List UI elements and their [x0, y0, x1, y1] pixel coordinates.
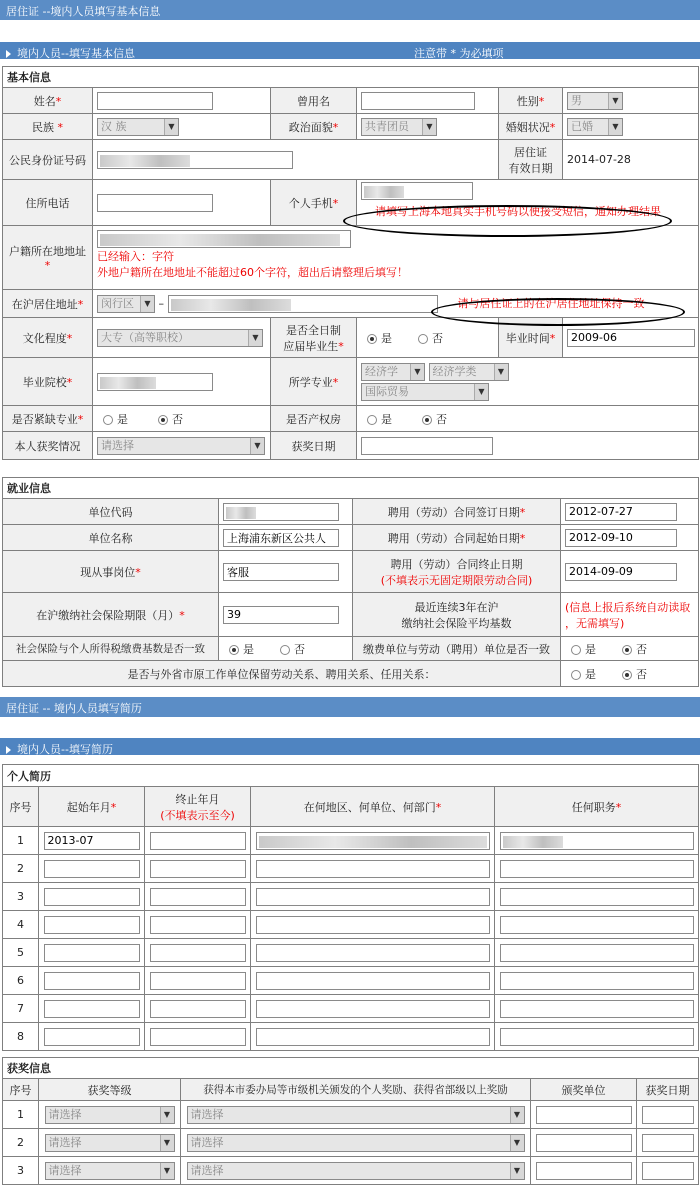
relation-yes-radio[interactable] — [571, 670, 581, 680]
tax-match-label: 社会保险与个人所得税缴费基数是否一致 — [3, 637, 219, 661]
table-row: 3 请选择 ▼ 请选择 ▼ — [3, 1157, 699, 1185]
where-input[interactable] — [256, 832, 490, 850]
end-input[interactable] — [150, 888, 246, 906]
table-row: 8 — [3, 1023, 699, 1051]
col-role: 任何职务* — [495, 787, 699, 827]
mobile-hint: 请填写上海本地真实手机号码以便接受短信，通知办理结果 — [375, 205, 661, 218]
resume-table-title: 个人简历 — [3, 765, 699, 787]
table-row: 2 — [3, 855, 699, 883]
school-label: 毕业院校* — [3, 358, 93, 406]
col-where: 在何地区、何单位、何部门* — [251, 787, 495, 827]
chevron-down-icon: ▼ — [410, 364, 424, 380]
sh-addr-label: 在沪居住地址* — [3, 290, 93, 318]
unit-match-label: 缴费单位与劳动（聘用）单位是否一致 — [353, 637, 561, 661]
edu-label: 文化程度* — [3, 318, 93, 358]
award-level-select[interactable]: 请选择 ▼ — [45, 1162, 175, 1180]
start-input[interactable] — [44, 1028, 140, 1046]
grad-time-label: 毕业时间* — [499, 318, 563, 358]
award-date-input[interactable] — [642, 1134, 694, 1152]
award-select[interactable]: 请选择 ▼ — [97, 437, 265, 455]
edu-select[interactable]: 大专（高等职校） ▼ — [97, 329, 263, 347]
award-unit-input[interactable] — [536, 1106, 632, 1124]
gender-label: 性别* — [499, 88, 563, 114]
property-no-radio[interactable] — [422, 415, 432, 425]
section-title: 境内人员--填写基本信息 — [17, 47, 135, 60]
award-desc-select[interactable]: 请选择 ▼ — [187, 1162, 525, 1180]
chevron-down-icon: ▼ — [160, 1135, 174, 1151]
where-input[interactable] — [256, 888, 490, 906]
property-label: 是否产权房 — [271, 406, 357, 432]
start-input[interactable] — [44, 916, 140, 934]
end-input[interactable] — [150, 860, 246, 878]
start-input[interactable] — [44, 832, 140, 850]
phone-input[interactable] — [97, 194, 213, 212]
award-col-level: 获奖等级 — [39, 1079, 181, 1101]
award-col-date: 获奖日期 — [637, 1079, 699, 1101]
sh-addr-hint: 请与居住证上的在沪居住地址保持一致 — [457, 296, 645, 310]
award-desc-select[interactable]: 请选择 ▼ — [187, 1106, 525, 1124]
phone-label: 住所电话 — [3, 180, 93, 226]
position-label: 现从事岗位* — [3, 551, 219, 593]
award-desc-select[interactable]: 请选择 ▼ — [187, 1134, 525, 1152]
insurance-label: 在沪缴纳社会保险期限（月）* — [3, 593, 219, 637]
chevron-down-icon: ▼ — [510, 1135, 524, 1151]
required-note: 注意带 * 为必填项 — [414, 47, 504, 60]
major-select-2[interactable]: 经济学类 ▼ — [429, 363, 509, 381]
school-input[interactable] — [97, 373, 213, 391]
award-level-select[interactable]: 请选择 ▼ — [45, 1134, 175, 1152]
role-input[interactable] — [500, 860, 694, 878]
mobile-input[interactable] — [361, 182, 473, 200]
permit-label: 居住证 有效日期 — [499, 140, 563, 180]
table-row: 7 — [3, 995, 699, 1023]
chevron-down-icon: ▼ — [250, 438, 264, 454]
award-col-unit: 颁奖单位 — [531, 1079, 637, 1101]
role-input[interactable] — [500, 888, 694, 906]
role-input[interactable] — [500, 832, 694, 850]
chevron-down-icon: ▼ — [160, 1107, 174, 1123]
awards-table — [2, 1057, 699, 1185]
property-yes-radio[interactable] — [367, 415, 377, 425]
where-input[interactable] — [256, 972, 490, 990]
award-label: 本人获奖情况 — [3, 432, 93, 460]
job-info-table: 就业信息 单位代码 聘用（劳动）合同签订日期* 2012-07-27 单位名称 上海浦东新区公共人 聘用（劳动）合同起始日期* 2012-09-10 现从事岗位* 客服 聘用（劳动）合同终止日期 (不填表示无固定期限劳动合同) 2014-09-09 在沪缴纳社会保险期限（月）* 39 最近连续3年在沪 缴纳社会保险平均基数 (信息上报后系统自动读取 ，无需填写) 社会保险与个人所得税缴费基数是否一致 是 否 缴费单位与劳动（聘用）单位是否一致 是 否 是否与外省市原工作单位保留劳动关系、聘用关系、任用关系： 是 否 — [2, 477, 699, 687]
relation-label: 是否与外省市原工作单位保留劳动关系、聘用关系、任用关系： — [3, 661, 561, 687]
fulltime-label: 是否全日制 应届毕业生* — [271, 318, 357, 358]
award-col-no: 序号 — [3, 1079, 39, 1101]
award-date-label: 获奖日期 — [271, 432, 357, 460]
award-date-input[interactable] — [642, 1162, 694, 1180]
start-input[interactable] — [44, 944, 140, 962]
role-input[interactable] — [500, 1000, 694, 1018]
basic-section-title: 基本信息 — [3, 67, 699, 88]
table-row: 1 2013-07 — [3, 827, 699, 855]
triangle-icon — [6, 50, 11, 58]
hukou-label: 户籍所在地地址* — [3, 226, 93, 290]
chevron-down-icon: ▼ — [248, 330, 262, 346]
addr-hint-oval — [431, 298, 685, 326]
chevron-down-icon: ▼ — [140, 296, 154, 312]
col-end: 终止年月 (不填表示至今) — [145, 787, 251, 827]
position-input[interactable] — [223, 563, 339, 581]
political-label: 政治面貌* — [271, 114, 357, 140]
table-row: 5 — [3, 939, 699, 967]
unit-name-input[interactable] — [223, 529, 339, 547]
where-input[interactable] — [256, 944, 490, 962]
ethnic-select[interactable]: 汉 族 ▼ — [97, 118, 179, 136]
end-input[interactable] — [150, 1028, 246, 1046]
contract-sign-label: 聘用（劳动）合同签订日期* — [353, 499, 561, 525]
alias-label: 曾用名 — [271, 88, 357, 114]
major-select-3[interactable]: 国际贸易 ▼ — [361, 383, 489, 401]
chevron-down-icon: ▼ — [510, 1107, 524, 1123]
major-label: 所学专业* — [271, 358, 357, 406]
award-unit-input[interactable] — [536, 1162, 632, 1180]
fulltime-yes-radio[interactable] — [367, 334, 377, 344]
id-input[interactable] — [97, 151, 293, 169]
alias-input[interactable] — [361, 92, 475, 110]
table-row: 2 请选择 ▼ 请选择 ▼ — [3, 1129, 699, 1157]
start-input[interactable] — [44, 888, 140, 906]
mobile-hint-oval — [343, 205, 672, 237]
end-input[interactable] — [150, 1000, 246, 1018]
contract-start-label: 聘用（劳动）合同起始日期* — [353, 525, 561, 551]
where-input[interactable] — [256, 860, 490, 878]
political-select[interactable]: 共青团员 ▼ — [361, 118, 437, 136]
avg-base-label: 最近连续3年在沪 缴纳社会保险平均基数 — [353, 593, 561, 637]
marital-label: 婚姻状况* — [499, 114, 563, 140]
resume-section-title: 境内人员--填写简历 — [17, 743, 113, 756]
unit-match-no-radio[interactable] — [622, 645, 632, 655]
chevron-down-icon: ▼ — [164, 119, 178, 135]
tax-match-no-radio[interactable] — [280, 645, 290, 655]
chevron-down-icon: ▼ — [422, 119, 436, 135]
start-input[interactable] — [44, 1000, 140, 1018]
avg-base-note: (信息上报后系统自动读取 ，无需填写) — [561, 593, 699, 637]
hukou-hint: 外地户籍所在地地址不能超过60个字符，超出后请整理后填写！ — [97, 266, 408, 279]
start-input[interactable] — [44, 972, 140, 990]
award-date-input[interactable] — [361, 437, 493, 455]
col-start: 起始年月* — [39, 787, 145, 827]
chevron-down-icon: ▼ — [494, 364, 508, 380]
role-input[interactable] — [500, 1028, 694, 1046]
unit-code-input[interactable] — [223, 503, 339, 521]
gender-select[interactable]: 男 ▼ — [567, 92, 623, 110]
award-col-desc: 获得本市委办局等市级机关颁发的个人奖励、获得省部级以上奖励 — [181, 1079, 531, 1101]
name-label: 姓名* — [3, 88, 93, 114]
major-select-1[interactable]: 经济学 ▼ — [361, 363, 425, 381]
col-no: 序号 — [3, 787, 39, 827]
where-input[interactable] — [256, 1028, 490, 1046]
contract-sign-input[interactable] — [565, 503, 677, 521]
award-unit-input[interactable] — [536, 1134, 632, 1152]
end-input[interactable] — [150, 944, 246, 962]
job-section-title: 就业信息 — [3, 478, 699, 499]
unit-code-label: 单位代码 — [3, 499, 219, 525]
unit-name-label: 单位名称 — [3, 525, 219, 551]
hukou-input[interactable] — [97, 230, 351, 248]
section-header-basic — [0, 42, 700, 59]
insurance-input[interactable] — [223, 606, 339, 624]
chevron-down-icon: ▼ — [160, 1163, 174, 1179]
permit-date: 2014-07-28 — [563, 140, 699, 180]
fulltime-no-radio[interactable] — [418, 334, 428, 344]
district-select[interactable]: 闵行区 ▼ — [97, 295, 155, 313]
resume-title-bar — [0, 697, 700, 717]
resume-table — [2, 764, 699, 1051]
role-input[interactable] — [500, 916, 694, 934]
shortage-yes-radio[interactable] — [103, 415, 113, 425]
role-input[interactable] — [500, 972, 694, 990]
contract-end-label: 聘用（劳动）合同终止日期 (不填表示无固定期限劳动合同) — [353, 551, 561, 593]
contract-end-input[interactable] — [565, 563, 677, 581]
sh-addr-input[interactable] — [168, 295, 438, 313]
ethnic-label: 民族 * — [3, 114, 93, 140]
triangle-icon — [6, 746, 11, 754]
shortage-no-radio[interactable] — [158, 415, 168, 425]
award-level-select[interactable]: 请选择 ▼ — [45, 1106, 175, 1124]
chevron-down-icon: ▼ — [608, 93, 622, 109]
marital-select[interactable]: 已婚 ▼ — [567, 118, 623, 136]
relation-no-radio[interactable] — [622, 670, 632, 680]
awards-section-title: 获奖信息 — [3, 1058, 699, 1079]
award-date-input[interactable] — [642, 1106, 694, 1124]
page-title: 居住证 --境内人员填写基本信息 — [6, 5, 161, 18]
id-label: 公民身份证号码 — [3, 140, 93, 180]
chevron-down-icon: ▼ — [474, 384, 488, 400]
where-input[interactable] — [256, 916, 490, 934]
mobile-label: 个人手机* — [271, 180, 357, 226]
end-input[interactable] — [150, 972, 246, 990]
end-input[interactable] — [150, 832, 246, 850]
table-row: 4 — [3, 911, 699, 939]
chevron-down-icon: ▼ — [510, 1163, 524, 1179]
start-input[interactable] — [44, 860, 140, 878]
table-row: 1 请选择 ▼ 请选择 ▼ — [3, 1101, 699, 1129]
table-row: 3 — [3, 883, 699, 911]
unit-match-yes-radio[interactable] — [571, 645, 581, 655]
tax-match-yes-radio[interactable] — [229, 645, 239, 655]
hukou-count: 已经输入：字符 — [97, 250, 174, 263]
grad-time-input[interactable] — [567, 329, 695, 347]
role-input[interactable] — [500, 944, 694, 962]
name-input[interactable] — [97, 92, 213, 110]
basic-info-table: 基本信息 姓名* 曾用名 性别* 男 ▼ 民族 * 汉 族 ▼ 政治面貌* 共青团员 ▼ 婚姻状况* 已婚 ▼ 公民身份证号码 居住证 有效日期 2014-07-28 住所电话 个人手机* 请填写上海本地真实手机号码以便接受短信，通知办理结果 户籍所在地地址* 已经输入：字符 外地户籍所在地地址不能超过60个字符，超出后请整理后填写！ 在沪居住地址* 闵行区 ▼ – 请与居住证上的在沪居住地址保持一致 文化程度* 大专（高等职校） ▼ 是否全日制 应届毕业生* 是 否 毕业时间* 2009-06 毕业院校* 所学专业* 经济学 ▼ 经济学类 ▼ 国际贸易 ▼ 是否紧缺专业* 是 否 是否产权房 是 否 本人获奖情况 请选择 ▼ 获奖日期 — [2, 66, 699, 460]
where-input[interactable] — [256, 1000, 490, 1018]
page-title-bar — [0, 0, 700, 20]
contract-start-input[interactable] — [565, 529, 677, 547]
table-row: 6 — [3, 967, 699, 995]
chevron-down-icon: ▼ — [608, 119, 622, 135]
shortage-label: 是否紧缺专业* — [3, 406, 93, 432]
end-input[interactable] — [150, 916, 246, 934]
section-header-resume — [0, 738, 700, 755]
resume-title: 居住证 -- 境内人员填写简历 — [6, 702, 142, 715]
